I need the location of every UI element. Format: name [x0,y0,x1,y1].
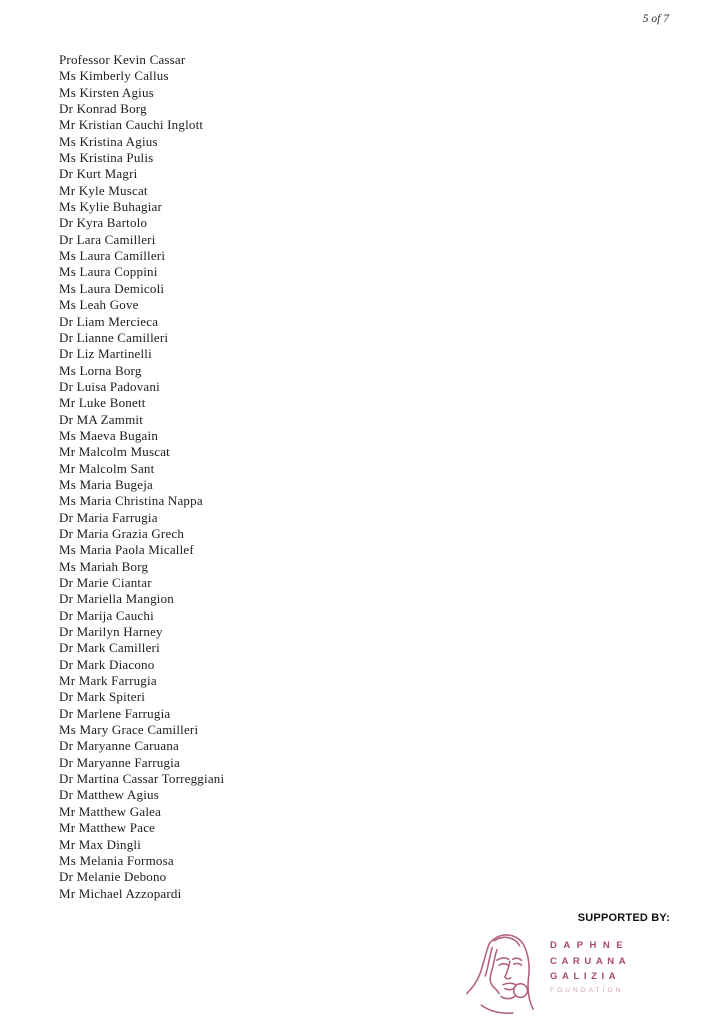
list-item: Dr Liz Martinelli [59,346,152,362]
list-item: Dr Liam Mercieca [59,313,159,329]
list-item: Dr Maria Farrugia [59,509,158,525]
list-item: Mr Matthew Pace [59,820,156,836]
list-item: Mr Kristian Cauchi Inglott [59,117,204,133]
list-item: Ms Kristina Pulis [59,150,154,166]
list-item: Dr Lara Camilleri [59,231,156,247]
list-item: Ms Maria Bugeja [59,476,153,492]
list-item: Dr Mariella Mangion [59,591,174,607]
list-item: Dr Mark Camilleri [59,640,160,656]
page-number: 5 of 7 [642,13,669,25]
foundation-logo [460,928,630,1016]
list-item: Dr Maria Grazia Grech [59,525,185,541]
list-item: Dr Lianne Camilleri [59,329,169,345]
logo-word-caruana: CARUANA [550,955,631,967]
list-item: Dr Mark Spiteri [59,689,146,705]
list-item: Mr Mark Farrugia [59,673,157,689]
list-item: Dr Marija Cauchi [59,607,154,623]
list-item: Ms Kristina Agius [59,133,158,149]
list-item: Ms Maria Paola Micallef [59,542,194,558]
list-item: Ms Kylie Buhagiar [59,199,163,215]
list-item: Dr Maryanne Farrugia [59,754,180,770]
list-item: Dr Kyra Bartolo [59,215,148,231]
list-item: Dr Mark Diacono [59,656,155,672]
list-item: Dr Marlene Farrugia [59,705,171,721]
list-item: Ms Melania Formosa [59,852,174,868]
list-item: Dr Marilyn Harney [59,624,163,640]
foundation-logo-text [550,938,630,994]
list-item: Ms Leah Gove [59,297,139,313]
list-item: Ms Laura Demicoli [59,280,165,296]
list-item: Ms Maria Christina Nappa [59,493,203,509]
list-item: Ms Laura Coppini [59,264,158,280]
list-item: Dr Luisa Padovani [59,378,160,394]
daphne-portrait-icon [460,928,542,1016]
list-item: Ms Kirsten Agius [59,84,154,100]
list-item: Dr Matthew Agius [59,787,159,803]
list-item: Dr Kurt Magri [59,166,138,182]
list-item: Ms Mary Grace Camilleri [59,722,199,738]
list-item: Ms Lorna Borg [59,362,142,378]
list-item: Ms Mariah Borg [59,558,149,574]
list-item: Dr Marie Ciantar [59,575,152,590]
list-item: Mr Luke Bonett [59,395,146,411]
logo-word-galizia: GALIZIA [550,971,621,982]
list-item: Dr Melanie Debono [59,869,167,885]
list-item: Dr Martina Cassar Torreggiani [59,771,225,787]
logo-word-daphne: DAPHNE [550,940,630,951]
list-item: Mr Kyle Muscat [59,182,148,198]
list-item: Dr MA Zammit [59,411,144,427]
list-item: Professor Kevin Cassar [59,52,186,67]
list-item: Mr Max Dingli [59,836,142,852]
list-item: Ms Kimberly Callus [59,68,169,84]
list-item: Dr Konrad Borg [59,101,147,117]
list-item: Ms Laura Camilleri [59,248,166,264]
list-item: Mr Malcolm Sant [59,460,155,476]
names-list [59,52,224,902]
logo-word-foundation: FOUNDATION [550,986,624,994]
list-item: Mr Michael Azzopardi [59,885,182,901]
list-item: Dr Maryanne Caruana [59,738,180,754]
list-item: Mr Malcolm Muscat [59,444,170,460]
footer [460,912,670,1016]
list-item: Ms Maeva Bugain [59,427,159,443]
list-item: Mr Matthew Galea [59,803,162,819]
supported-by-label: SUPPORTED BY: [577,912,670,924]
